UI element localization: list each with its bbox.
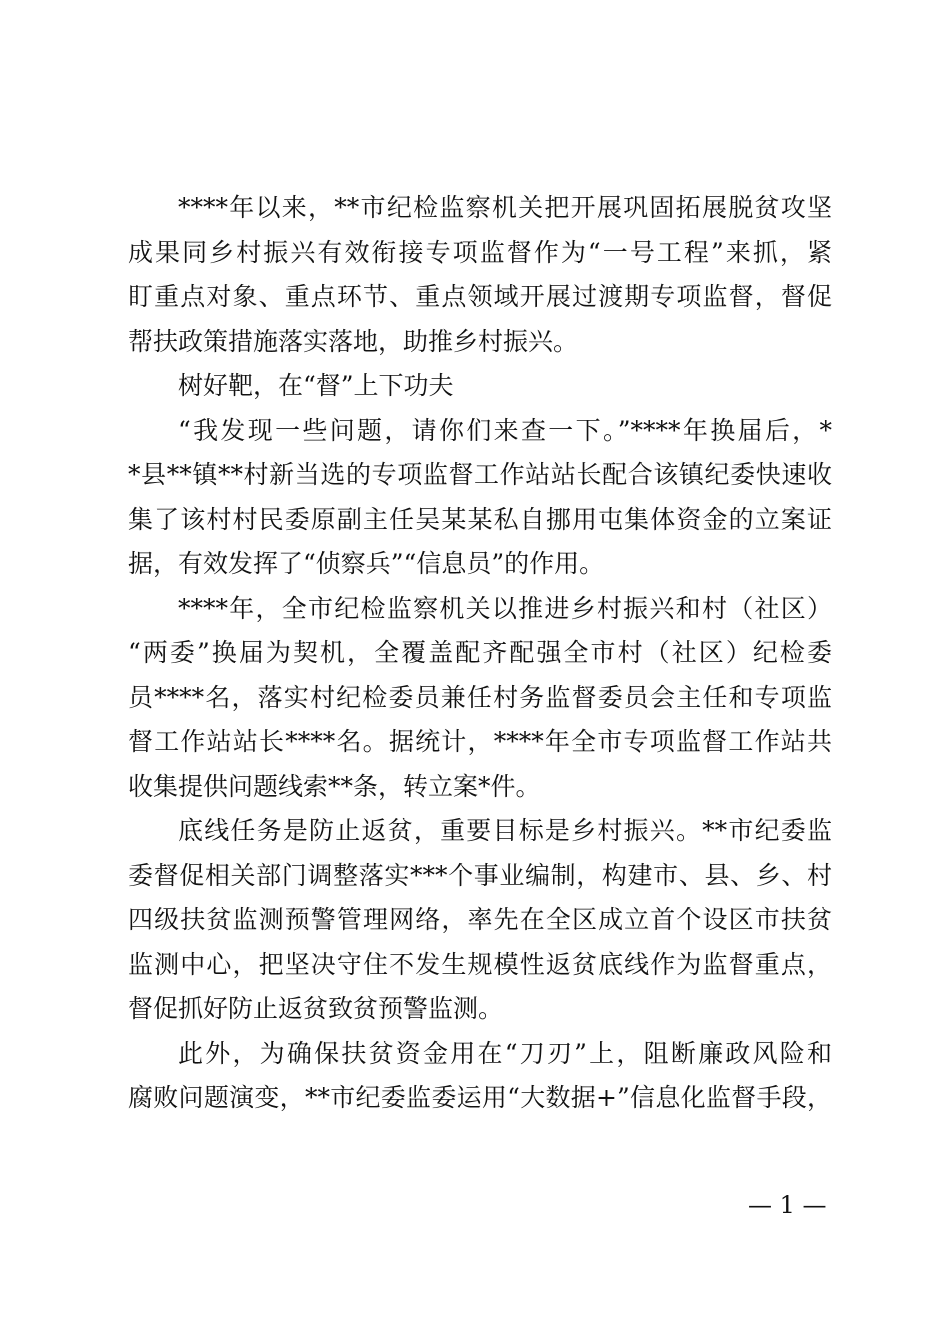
paragraph-baseline-line-2: 委督促相关部门调整落实***个事业编制，构建市、县、乡、村: [128, 860, 832, 890]
page-number: — 1 —: [748, 1191, 827, 1219]
paragraph-quote-line-2: *县**镇**村新当选的专项监督工作站站长配合该镇纪委快速收: [128, 460, 832, 489]
paragraph-stats-line-4: 督工作站站长****名。据统计，****年全市专项监督工作站共: [128, 727, 832, 756]
paragraph-stats-line-3: 员****名，落实村纪检委员兼任村务监督委员会主任和专项监: [128, 682, 832, 712]
paragraph-stats-line-1: ****年，全市纪检监察机关以推进乡村振兴和村（社区）: [178, 593, 832, 623]
paragraph-intro-line-1: ****年以来，**市纪检监察机关把开展巩固拓展脱贫攻坚: [178, 193, 832, 222]
paragraph-intro-line-3: 盯重点对象、重点环节、重点领域开展过渡期专项监督，督促: [128, 282, 832, 311]
paragraph-baseline-line-4: 监测中心，把坚决守住不发生规模性返贫底线作为监督重点，: [128, 949, 832, 979]
paragraph-intro-line-2: 成果同乡村振兴有效衔接专项监督作为“一号工程”来抓，紧: [128, 237, 832, 267]
paragraph-stats-line-2: “两委”换届为契机，全覆盖配齐配强全市村（社区）纪检委: [128, 638, 832, 667]
paragraph-stats-line-5: 收集提供问题线索**条，转立案*件。: [128, 771, 541, 801]
paragraph-quote-line-3: 集了该村村民委原副主任吴某某私自挪用屯集体资金的立案证: [128, 504, 832, 534]
paragraph-quote-line-1: “我发现一些问题，请你们来查一下。”****年换届后，*: [178, 415, 832, 445]
section-heading: 树好靶，在“督”上下功夫: [178, 371, 454, 400]
paragraph-baseline-line-1: 底线任务是防止返贫，重要目标是乡村振兴。**市纪委监: [178, 816, 832, 845]
paragraph-baseline-line-3: 四级扶贫监测预警管理网络，率先在全区成立首个设区市扶贫: [128, 905, 832, 934]
paragraph-intro-line-4: 帮扶政策措施落实落地，助推乡村振兴。: [128, 326, 579, 356]
paragraph-bigdata-line-2: 腐败问题演变，**市纪委监委运用“大数据+”信息化监督手段，: [128, 1083, 832, 1112]
paragraph-baseline-line-5: 督促抓好防止返贫致贫预警监测。: [128, 994, 504, 1023]
paragraph-quote-line-4: 据，有效发挥了“侦察兵”“信息员”的作用。: [128, 549, 605, 578]
document-body: [128, 186, 832, 1121]
paragraph-bigdata-line-1: 此外，为确保扶贫资金用在“刀刃”上，阻断廉政风险和: [178, 1038, 832, 1068]
